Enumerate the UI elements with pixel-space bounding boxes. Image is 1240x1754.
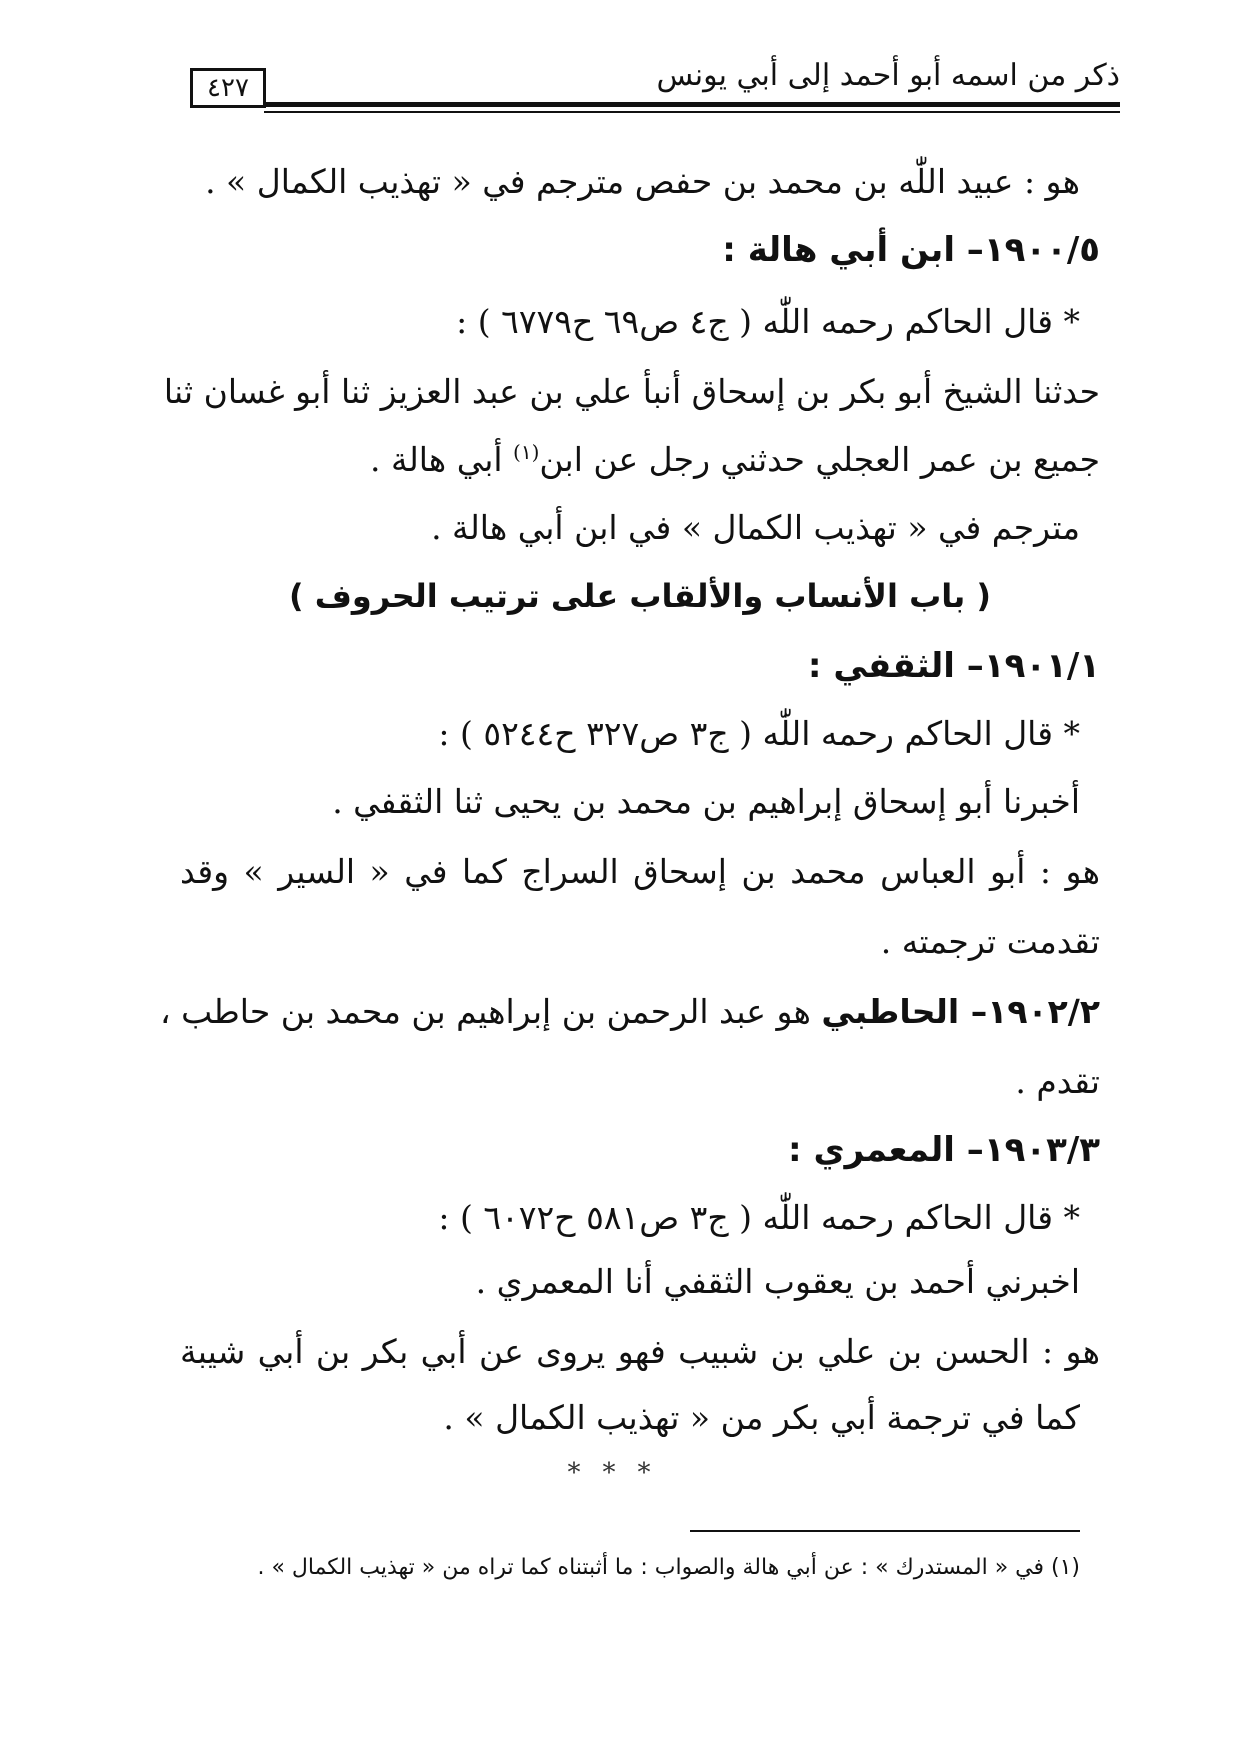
text-line: هو : الحسن بن علي بن شبيب فهو يروى عن أبي بكر بن أبي شيبة [180, 1332, 1100, 1371]
text-line: * قال الحاكم رحمه اللّٰه ( ج٤ ص٦٩ ح٦٧٧٩ ) : [456, 302, 1080, 341]
text-line: تقدم . [1015, 1062, 1100, 1101]
section-stars: *** [567, 1458, 673, 1488]
footnote-rule [690, 1530, 1080, 1532]
text-segment: أبي هالة . [370, 440, 514, 479]
entry-heading-1903: ١٩٠٣/٣– المعمري : [788, 1130, 1100, 1170]
footnote: (١) في « المستدرك » : عن أبي هالة والصواب : ما أثبتناه كما تراه من « تهذيب الكمال » . [257, 1555, 1080, 1580]
text-line: هو : عبيد اللّٰه بن محمد بن حفص مترجم في « تهذيب الكمال » . [205, 162, 1080, 201]
header-rule-thin [264, 111, 1120, 113]
text-line: كما في ترجمة أبي بكر من « تهذيب الكمال » . [443, 1398, 1080, 1437]
text-line: مترجم في « تهذيب الكمال » في ابن أبي هالة . [431, 508, 1080, 547]
entry-heading-1902: ١٩٠٢/٢– الحاطبي [821, 992, 1100, 1031]
text-line: هو : أبو العباس محمد بن إسحاق السراج كما في « السير » وقد [180, 852, 1100, 891]
entry-heading-1901: ١٩٠١/١– الثقفي : [807, 646, 1100, 686]
text-segment: هو عبد الرحمن بن إبراهيم بن محمد بن حاطب ، [159, 992, 822, 1031]
text-segment: جميع بن عمر العجلي حدثني رجل عن ابن [539, 440, 1100, 479]
text-line [370, 438, 1100, 482]
header-rule-thick [264, 102, 1120, 107]
section-title: ( باب الأنساب والألقاب على ترتيب الحروف ) [288, 577, 992, 615]
text-line: تقدمت ترجمته . [880, 922, 1100, 961]
text-line: * قال الحاكم رحمه اللّٰه ( ج٣ ص٥٨١ ح٦٠٧٢ ) : [438, 1198, 1080, 1237]
page-header [190, 50, 1120, 120]
text-line: أخبرنا أبو إسحاق إبراهيم بن محمد بن يحيى ثنا الثقفي . [332, 782, 1080, 821]
text-line [160, 990, 1100, 1034]
text-line: اخبرني أحمد بن يعقوب الثقفي أنا المعمري . [475, 1262, 1080, 1301]
page-number-box: ٤٢٧ [190, 68, 266, 108]
text-line: * قال الحاكم رحمه اللّٰه ( ج٣ ص٣٢٧ ح٥٢٤٤ ) : [438, 714, 1080, 753]
footnote-marker: (١) [513, 440, 540, 464]
entry-heading-1900: ١٩٠٠/٥– ابن أبي هالة : [722, 230, 1100, 270]
running-title: ذكر من اسمه أبو أحمد إلى أبي يونس [656, 58, 1120, 93]
text-line: حدثنا الشيخ أبو بكر بن إسحاق أنبأ علي بن عبد العزيز ثنا أبو غسان ثنا [163, 372, 1100, 411]
